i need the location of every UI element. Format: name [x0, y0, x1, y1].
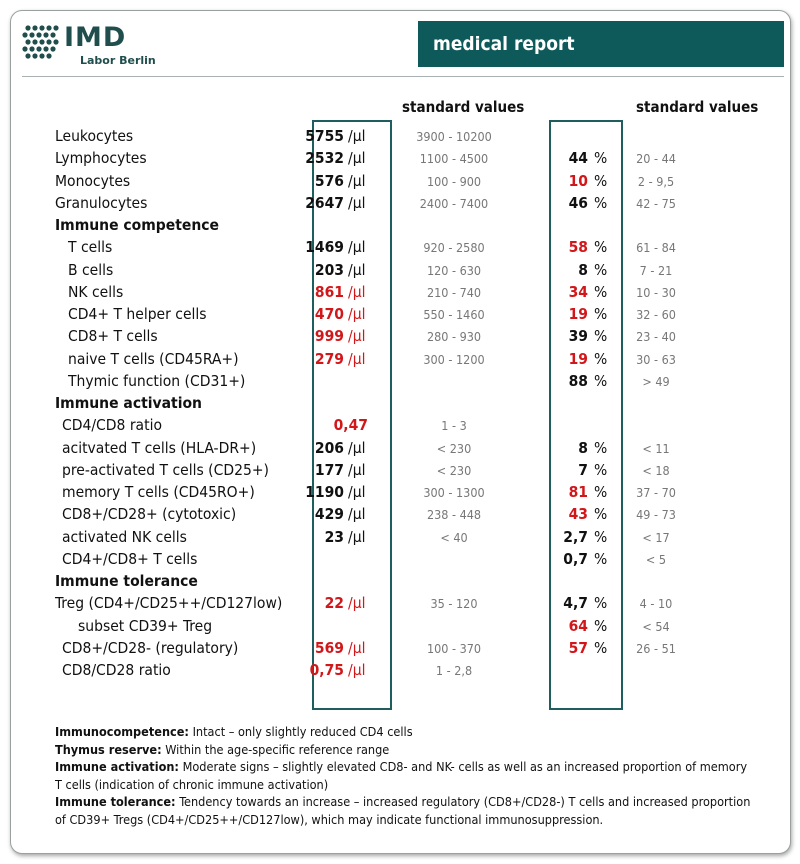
unit-label: /µl [348, 149, 366, 168]
unit-label: /µl [348, 260, 366, 279]
logo-subtitle: Labor Berlin [80, 54, 156, 67]
absolute-value: 999 [314, 327, 344, 346]
result-label: activated NK cells [62, 527, 187, 546]
percent-reference-range: < 17 [642, 529, 670, 545]
reference-range: 1100 - 4500 [419, 151, 489, 167]
absolute-value: 23 [324, 527, 344, 546]
result-row [0, 639, 800, 661]
result-row [0, 483, 800, 505]
result-row [0, 194, 800, 216]
result-row [0, 550, 800, 572]
percent-sign: % [594, 238, 608, 257]
imd-logo-dots-icon [22, 24, 62, 64]
section-header-row [0, 572, 800, 594]
absolute-value: 177 [314, 460, 344, 479]
result-label: Thymic function (CD31+) [68, 371, 246, 390]
result-label: CD8+/CD28+ (cytotoxic) [62, 505, 237, 524]
percent-sign: % [594, 171, 608, 190]
absolute-value: 2532 [305, 149, 344, 168]
result-row [0, 461, 800, 483]
logo-wordmark: IMD [64, 22, 127, 53]
absolute-value: 2647 [305, 193, 344, 212]
result-row [0, 528, 800, 550]
result-row [0, 439, 800, 461]
percent-sign: % [594, 305, 608, 323]
percent-value: 34 [568, 282, 588, 301]
absolute-value: 0,75 [309, 661, 344, 679]
section-title: Immune activation [55, 394, 202, 412]
unit-label: /µl [348, 438, 366, 457]
absolute-value: 203 [314, 260, 344, 279]
unit-label: /µl [348, 661, 366, 679]
percent-sign: % [594, 527, 608, 546]
result-label: subset CD39+ Treg [78, 616, 213, 635]
percent-reference-range: 7 - 21 [639, 262, 673, 278]
percent-reference-range: 49 - 73 [636, 507, 676, 523]
result-label: T cells [68, 238, 113, 257]
percent-value: 88 [568, 371, 588, 390]
report-title: medical report [433, 33, 575, 55]
percent-reference-range: > 49 [642, 373, 670, 389]
percent-sign: % [594, 349, 608, 368]
result-label: Treg (CD4+/CD25++/CD127low) [55, 594, 283, 613]
percent-sign: % [594, 505, 608, 524]
percent-reference-range: 2 - 9,5 [637, 173, 675, 189]
result-row [0, 127, 800, 149]
unit-label: /µl [348, 238, 366, 257]
unit-label: /µl [348, 483, 366, 501]
absolute-value: 861 [314, 282, 344, 301]
unit-label: /µl [348, 327, 366, 346]
percent-value: 81 [568, 483, 588, 501]
reference-range: 920 - 2580 [423, 240, 485, 256]
result-label: CD8/CD28 ratio [62, 661, 171, 679]
percent-reference-range: < 5 [645, 551, 667, 567]
findings-summary [55, 723, 755, 828]
note-immune-activation: Immune activation: Moderate signs – slightly elevated CD8- and NK- cells as well as an increased proportion of memory T cells (indication of chronic immune activation) [55, 759, 748, 792]
unit-label: /µl [348, 171, 366, 190]
reference-range: 210 - 740 [426, 284, 482, 300]
percent-value: 8 [578, 438, 588, 457]
note-thymus-reserve: Thymus reserve: Within the age-specific reference range [55, 741, 390, 757]
unit-label: /µl [348, 505, 366, 524]
percent-value: 64 [568, 616, 588, 635]
result-label: CD4+/CD8+ T cells [62, 549, 198, 568]
percent-reference-range: < 11 [642, 440, 670, 456]
percent-reference-range: 61 - 84 [636, 240, 676, 256]
result-row [0, 350, 800, 372]
reference-range: < 230 [436, 462, 472, 478]
percent-reference-range: < 18 [642, 462, 670, 478]
result-row [0, 505, 800, 527]
reference-range: 550 - 1460 [423, 307, 485, 322]
percent-value: 57 [568, 638, 588, 657]
percent-sign: % [594, 327, 608, 346]
absolute-value: 1469 [305, 238, 344, 257]
percent-reference-range: 30 - 63 [636, 351, 676, 367]
percent-value: 44 [568, 149, 588, 168]
reference-range: 100 - 900 [426, 173, 482, 189]
percent-value: 58 [568, 238, 588, 257]
percent-sign: % [594, 483, 608, 501]
percent-reference-range: 37 - 70 [636, 485, 676, 500]
result-label: CD4+ T helper cells [68, 305, 207, 323]
percent-sign: % [594, 193, 608, 212]
percent-sign: % [594, 260, 608, 279]
percent-value: 7 [578, 460, 588, 479]
section-title: Immune tolerance [55, 572, 198, 590]
result-label: pre-activated T cells (CD25+) [62, 460, 269, 479]
result-row [0, 617, 800, 639]
percent-reference-range: 26 - 51 [636, 640, 676, 656]
percent-sign: % [594, 371, 608, 390]
note-immune-tolerance: Immune tolerance: Tendency towards an increase – increased regulatory (CD8+/CD28-) T cells and increased proportion of CD39+ Tregs (CD4+/CD25++/CD127low), which may indicate functional immunosuppression. [55, 794, 751, 827]
reference-range: 1 - 3 [441, 418, 467, 434]
reference-range: 120 - 630 [426, 262, 482, 278]
percent-reference-range: 23 - 40 [636, 329, 676, 345]
percent-reference-range: 32 - 60 [636, 307, 676, 322]
absolute-value: 0,47 [333, 416, 368, 435]
standard-values-header-percent: standard values [636, 98, 759, 116]
result-row [0, 283, 800, 305]
percent-reference-range: 4 - 10 [639, 596, 673, 612]
percent-sign: % [594, 438, 608, 457]
absolute-value: 5755 [305, 127, 344, 145]
unit-label: /µl [348, 638, 366, 657]
percent-reference-range: < 54 [642, 618, 670, 634]
result-label: Leukocytes [55, 127, 134, 145]
result-label: acitvated T cells (HLA-DR+) [62, 438, 257, 457]
result-label: Granulocytes [55, 193, 148, 212]
absolute-value: 1190 [305, 483, 344, 501]
section-header-row [0, 216, 800, 238]
absolute-value: 470 [314, 305, 344, 323]
result-row [0, 305, 800, 327]
percent-sign: % [594, 149, 608, 168]
percent-sign: % [594, 460, 608, 479]
result-label: CD8+/CD28- (regulatory) [62, 638, 239, 657]
absolute-value: 22 [324, 594, 344, 613]
result-row [0, 594, 800, 616]
result-row [0, 372, 800, 394]
unit-label: /µl [348, 460, 366, 479]
absolute-value: 569 [314, 638, 344, 657]
result-row [0, 416, 800, 438]
note-immunocompetence: Immunocompetence: Intact – only slightly reduced CD4 cells [55, 724, 413, 739]
percent-value: 2,7 [563, 527, 588, 546]
unit-label: /µl [348, 305, 366, 323]
result-label: B cells [68, 260, 114, 279]
unit-label: /µl [348, 527, 366, 546]
standard-values-header-absolute: standard values [402, 98, 525, 116]
header-divider [22, 76, 784, 77]
percent-value: 19 [568, 305, 588, 323]
result-row [0, 172, 800, 194]
unit-label: /µl [348, 193, 366, 212]
reference-range: 100 - 370 [426, 640, 482, 656]
result-row [0, 149, 800, 171]
absolute-value: 576 [314, 171, 344, 190]
percent-sign: % [594, 549, 608, 568]
percent-sign: % [594, 616, 608, 635]
absolute-value: 279 [314, 349, 344, 368]
percent-value: 19 [568, 349, 588, 368]
percent-value: 46 [568, 193, 588, 212]
reference-range: 300 - 1200 [423, 351, 485, 367]
percent-value: 8 [578, 260, 588, 279]
section-title: Immune competence [55, 216, 220, 234]
percent-value: 43 [568, 505, 588, 524]
unit-label: /µl [348, 594, 366, 613]
unit-label: /µl [348, 349, 366, 368]
reference-range: 1 - 2,8 [435, 663, 473, 678]
percent-value: 0,7 [563, 549, 588, 568]
result-label: naive T cells (CD45RA+) [68, 349, 239, 368]
percent-sign: % [594, 594, 608, 613]
result-row [0, 238, 800, 260]
result-label: CD8+ T cells [68, 327, 158, 346]
reference-range: 238 - 448 [426, 507, 482, 523]
report-banner [418, 21, 784, 67]
reference-range: < 230 [436, 440, 472, 456]
reference-range: 35 - 120 [430, 596, 478, 612]
percent-sign: % [594, 282, 608, 301]
result-row [0, 327, 800, 349]
percent-reference-range: 20 - 44 [636, 151, 676, 167]
reference-range: 3900 - 10200 [416, 129, 492, 144]
reference-range: 2400 - 7400 [419, 195, 489, 211]
percent-value: 4,7 [563, 594, 588, 613]
absolute-value: 206 [314, 438, 344, 457]
percent-value: 10 [568, 171, 588, 190]
percent-sign: % [594, 638, 608, 657]
reference-range: < 40 [440, 529, 468, 545]
result-row [0, 261, 800, 283]
absolute-value: 429 [314, 505, 344, 524]
section-header-row [0, 394, 800, 416]
reference-range: 300 - 1300 [423, 485, 485, 500]
unit-label: /µl [348, 282, 366, 301]
result-label: Lymphocytes [55, 149, 147, 168]
percent-reference-range: 10 - 30 [636, 284, 676, 300]
percent-value: 39 [568, 327, 588, 346]
result-label: Monocytes [55, 171, 131, 190]
result-row [0, 661, 800, 683]
percent-reference-range: 42 - 75 [636, 195, 676, 211]
result-label: CD4/CD8 ratio [62, 416, 162, 435]
result-label: memory T cells (CD45RO+) [62, 483, 255, 501]
unit-label: /µl [348, 127, 366, 145]
result-label: NK cells [68, 282, 124, 301]
reference-range: 280 - 930 [426, 329, 482, 345]
